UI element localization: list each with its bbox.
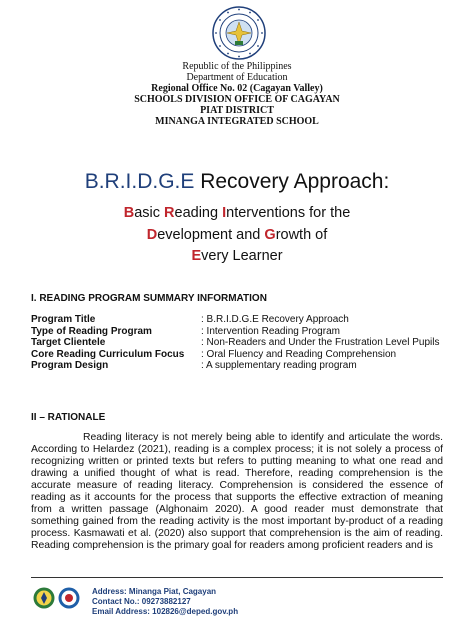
subtitle-line-2 — [0, 226, 474, 244]
title-rest: Recovery Approach: — [194, 170, 390, 193]
subtitle-word: eading — [174, 205, 223, 221]
header-line-department: Department of Education — [186, 72, 288, 83]
subtitle-capital: I — [222, 205, 227, 221]
section-heading-rationale: II – RATIONALE — [31, 412, 106, 423]
footer-label: Email Address: — [92, 607, 150, 616]
school-logo-icon — [33, 587, 55, 609]
footer-label: Address: — [92, 587, 127, 596]
deped-seal-icon — [212, 6, 266, 60]
info-value: : A supplementary reading program — [201, 360, 357, 371]
header-line-republic: Republic of the Philippines — [182, 61, 292, 72]
footer-value: 102826@deped.gov.ph — [149, 607, 239, 616]
info-value: : Intervention Reading Program — [201, 325, 340, 337]
subtitle-line-1 — [0, 204, 474, 222]
subtitle-capital: R — [164, 205, 175, 221]
header-line-district: PIAT DISTRICT — [200, 105, 274, 116]
document-title — [0, 170, 474, 194]
subtitle-word: nterventions for the — [226, 205, 351, 221]
rationale-paragraph — [31, 432, 443, 552]
subtitle-capital: E — [191, 248, 202, 264]
subtitle-word: rowth of — [275, 227, 328, 243]
subtitle-capital: B — [123, 205, 135, 221]
footer-email — [92, 607, 238, 616]
footer-address — [92, 587, 216, 596]
title-acronym: B.R.I.D.G.E — [84, 170, 195, 193]
footer-divider — [31, 577, 443, 578]
subtitle-capital: D — [146, 227, 158, 243]
subtitle-line-3 — [0, 247, 474, 265]
rationale-text: Reading literacy is not merely being able to identify and articulate the words. According to Helardez (2021), reading is a complex process; it is not solely a process of recognizing written or printed texts but refers to putting meaning to what one read and drawing a unified thought of what is read. Therefore, reading comprehension is the accurate measure of reading literacy. Comprehension is considered the essence of reading as it accounts for the process that supports the effective extraction of meaning from a written passage (Alghonaim 2020). A good reader must demonstrate that something gained from the reading activity is the most important by-product of a reading process. Kasmawati et al. (2020) also support that comprehension is the aim of reading. Reading comprehension is the primary goal for readers among proficient readers and is — [31, 432, 443, 551]
subtitle-word: evelopment and — [157, 227, 265, 243]
info-label: Program Title — [31, 314, 96, 325]
footer-label: Contact No.: — [92, 597, 140, 606]
info-label: Target Clientele — [31, 337, 106, 348]
info-value: : Non-Readers and Under the Frustration Level Pupils — [201, 337, 440, 348]
info-label: Core Reading Curriculum Focus — [31, 348, 185, 360]
info-value: : Oral Fluency and Reading Comprehension — [201, 348, 397, 360]
subtitle-capital: G — [264, 227, 276, 243]
subtitle-word: asic — [134, 205, 165, 221]
footer-value: Minanga Piat, Cagayan — [126, 587, 217, 596]
section-heading-summary: I. READING PROGRAM SUMMARY INFORMATION — [31, 293, 267, 304]
header-line-regional-office: Regional Office No. 02 (Cagayan Valley) — [151, 83, 323, 94]
division-logo-icon — [58, 587, 80, 609]
header-line-division-office: SCHOOLS DIVISION OFFICE OF CAGAYAN — [134, 94, 340, 105]
info-label: Type of Reading Program — [31, 325, 152, 337]
info-label: Program Design — [31, 360, 109, 371]
info-value: : B.R.I.D.G.E Recovery Approach — [201, 314, 349, 325]
header-line-school: MINANGA INTEGRATED SCHOOL — [155, 116, 319, 127]
subtitle-word: very Learner — [201, 248, 283, 264]
footer-contact — [92, 597, 191, 606]
footer-value: 09273882127 — [139, 597, 191, 606]
